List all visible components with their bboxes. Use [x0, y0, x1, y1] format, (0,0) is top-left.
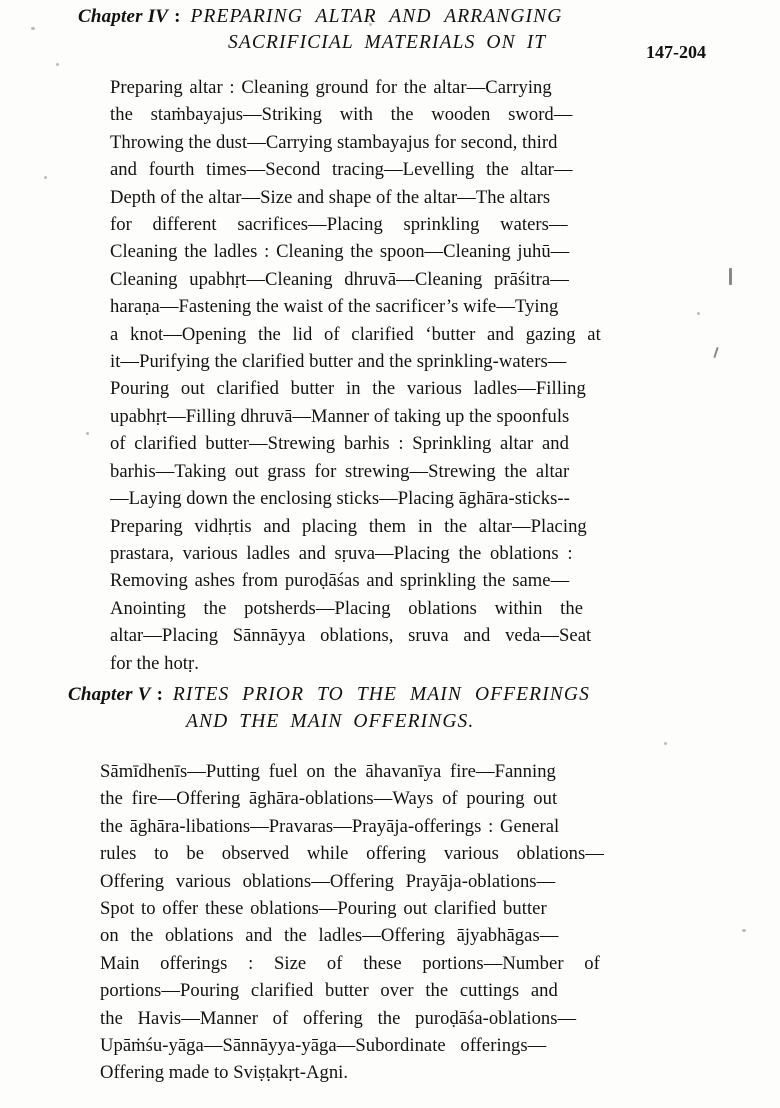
chapter-heading-5 — [0, 684, 780, 733]
toc-line: prastara, various ladles and sṛuva—Placing the oblations : — [110, 542, 573, 564]
chapter-5-colon: : — [156, 684, 163, 705]
toc-line: rules to be observed while offering various oblations— — [100, 843, 604, 865]
scan-speck — [44, 176, 47, 179]
toc-line: upabhṛt—Filling dhruvā—Manner of taking up the spoonfuls — [110, 405, 570, 427]
toc-line: Offering various oblations—Offering Prayāja-oblations— — [100, 870, 556, 892]
toc-line: it—Purifying the clarified butter and the sprinkling-waters— — [110, 351, 567, 373]
toc-line: haraṇa—Fastening the waist of the sacrificer’s wife—Tying — [110, 296, 559, 318]
chapter-heading-4 — [0, 6, 780, 62]
toc-line: Removing ashes from puroḍāśas and sprinkling the same— — [110, 570, 570, 592]
toc-line: the fire—Offering āghāra-oblations—Ways of pouring out — [100, 788, 558, 810]
toc-line: Cleaning upabhṛt—Cleaning dhruvā—Cleaning prāśitra— — [110, 268, 569, 290]
toc-line: Offering made to Sviṣṭakṛt-Agni. — [100, 1062, 349, 1084]
scan-speck — [86, 432, 89, 435]
toc-line: Upāṁśu-yāga—Sānnāyya-yāga—Subordinate offerings— — [100, 1035, 547, 1057]
toc-line: Depth of the altar—Size and shape of the altar—The altars — [110, 186, 551, 208]
scan-speck — [664, 742, 667, 745]
toc-line: Preparing vidhṛtis and placing them in the altar—Placing — [110, 515, 587, 537]
chapter-5-title-line-1: RITES PRIOR TO THE MAIN OFFERINGS — [172, 684, 590, 705]
toc-line: a knot—Opening the lid of clarified ‘butter and gazing at — [110, 323, 601, 345]
scan-speck — [697, 312, 700, 315]
chapter-4-title-line-2: SACRIFICIAL MATERIALS ON IT — [228, 32, 547, 53]
toc-line: for different sacrifices—Placing sprinkling waters— — [110, 214, 568, 236]
toc-line: the staṁbayajus—Striking with the wooden sword— — [110, 104, 573, 126]
scan-speck — [31, 27, 35, 30]
chapter-5-label: Chapter V — [68, 684, 151, 705]
margin-artifact-mark — [713, 347, 718, 358]
toc-line: Main offerings : Size of these portions—Number of — [100, 952, 600, 974]
toc-line: Spot to offer these oblations—Pouring out clarified butter — [100, 898, 547, 920]
chapter-heading-5-line-1 — [0, 684, 780, 706]
toc-line: the āghāra-libations—Pravaras—Prayāja-offerings : General — [100, 815, 560, 837]
toc-line: Pouring out clarified butter in the various ladles—Filling — [110, 378, 586, 400]
toc-line: portions—Pouring clarified butter over the cuttings and — [100, 980, 558, 1002]
chapter-4-label: Chapter IV — [78, 6, 169, 27]
toc-line: the Havis—Manner of offering the puroḍāśa-oblations— — [100, 1007, 577, 1029]
chapter-4-contents — [110, 74, 710, 677]
toc-line: and fourth times—Second tracing—Levelling the altar— — [110, 159, 573, 181]
toc-line: Anointing the potsherds—Placing oblations within the — [110, 597, 584, 619]
margin-artifact-mark — [729, 268, 732, 285]
toc-line: Cleaning the ladles : Cleaning the spoon—Cleaning juhū— — [110, 241, 570, 263]
chapter-4-colon: : — [174, 6, 181, 27]
chapter-5-title-line-2: AND THE MAIN OFFERINGS. — [186, 711, 475, 732]
toc-line: Preparing altar : Cleaning ground for the altar—Carrying — [110, 77, 552, 98]
chapter-heading-5-line-2 — [0, 711, 780, 733]
toc-line: barhis—Taking out grass for strewing—Strewing the altar — [110, 460, 570, 482]
toc-line: Sāmīdhenīs—Putting fuel on the āhavanīya fire—Fanning — [100, 761, 556, 782]
chapter-4-page-range: 147-204 — [646, 42, 706, 62]
toc-line: for the hotṛ. — [110, 652, 199, 674]
scan-speck — [369, 23, 372, 26]
chapter-5-contents — [100, 758, 712, 1087]
scan-speck — [742, 929, 746, 932]
scan-speck — [56, 63, 59, 66]
toc-line: on the oblations and the ladles—Offering ājyabhāgas— — [100, 925, 559, 947]
toc-line: altar—Placing Sānnāyya oblations, sruva and veda—Seat — [110, 625, 592, 647]
toc-line: of clarified butter—Strewing barhis : Sprinkling altar and — [110, 433, 569, 455]
toc-line: Throwing the dust—Carrying stambayajus for second, third — [110, 131, 558, 153]
chapter-heading-4-line-1 — [0, 6, 780, 28]
toc-line: —Laying down the enclosing sticks—Placing āghāra-sticks-- — [110, 488, 570, 510]
chapter-4-title-line-1: PREPARING ALTAR AND ARRANGING — [190, 6, 563, 27]
